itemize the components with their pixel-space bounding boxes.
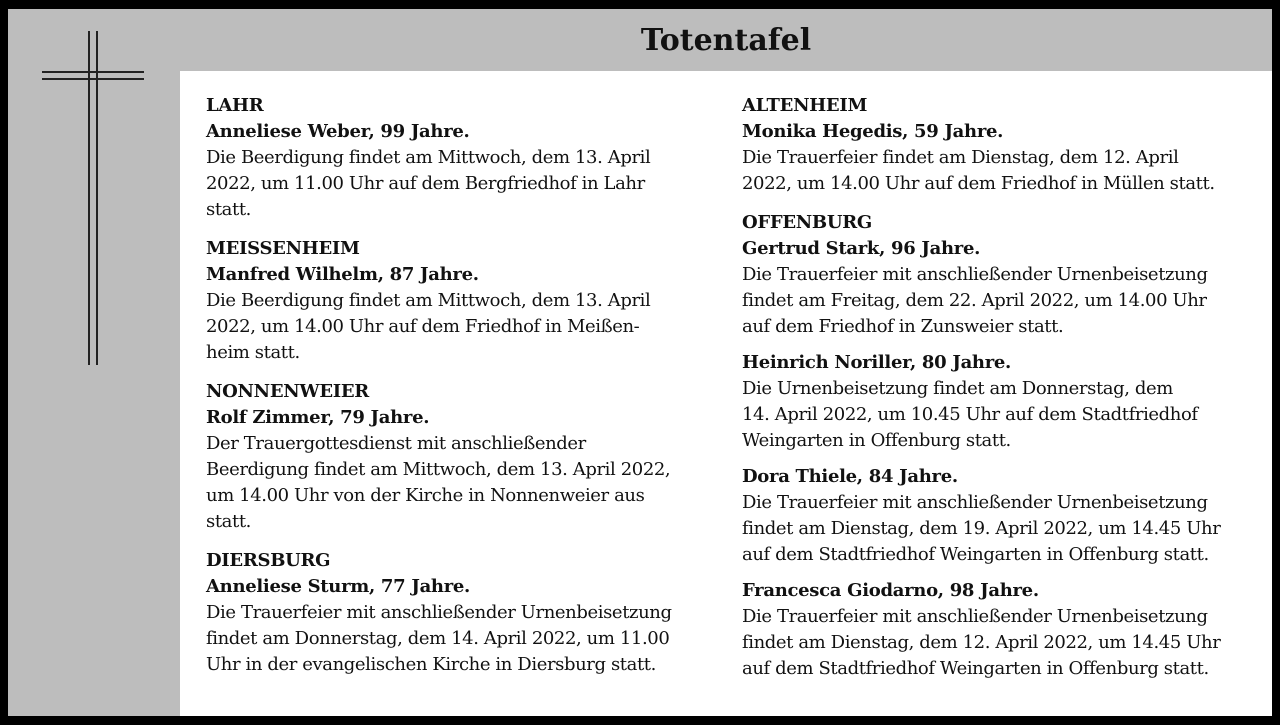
- ceremony-text-line: um 14.00 Uhr von der Kirche in Nonnenweier aus: [206, 485, 645, 506]
- place-section: [742, 93, 1262, 197]
- place-heading: LAHR: [206, 95, 264, 116]
- deceased-name: Monika Hegedis, 59 Jahre.: [742, 121, 1004, 142]
- place-section: [742, 210, 1262, 682]
- ceremony-text-line: heim statt.: [206, 342, 300, 363]
- ceremony-text-line: 2022, um 14.00 Uhr auf dem Friedhof in Meißen-: [206, 316, 640, 337]
- deceased-name: Heinrich Noriller, 80 Jahre.: [742, 352, 1012, 373]
- obituary-entry: [742, 119, 1262, 197]
- ceremony-text-line: 2022, um 11.00 Uhr auf dem Bergfriedhof in Lahr: [206, 173, 645, 194]
- ceremony-text-line: Die Trauerfeier findet am Dienstag, dem 12. April: [742, 147, 1179, 168]
- ceremony-text-line: Die Trauerfeier mit anschließender Urnenbeisetzung: [742, 606, 1208, 627]
- ceremony-text-line: Der Trauergottesdienst mit anschließender: [206, 433, 586, 454]
- place-heading: OFFENBURG: [742, 212, 872, 233]
- place-section: [206, 93, 720, 223]
- deceased-name: Dora Thiele, 84 Jahre.: [742, 466, 958, 487]
- obituary-entry: [206, 405, 720, 535]
- place-heading: NONNENWEIER: [206, 381, 369, 402]
- ceremony-text-line: findet am Dienstag, dem 19. April 2022, um 14.45 Uhr: [742, 518, 1221, 539]
- place-section: [206, 236, 720, 366]
- ceremony-text-line: Weingarten in Offenburg statt.: [742, 430, 1011, 451]
- place-heading: ALTENHEIM: [742, 95, 868, 116]
- ceremony-text-line: 2022, um 14.00 Uhr auf dem Friedhof in Müllen statt.: [742, 173, 1215, 194]
- obituary-entry: [206, 119, 720, 223]
- ceremony-text-line: auf dem Stadtfriedhof Weingarten in Offenburg statt.: [742, 544, 1209, 565]
- deceased-name: Gertrud Stark, 96 Jahre.: [742, 238, 981, 259]
- deceased-name: Anneliese Sturm, 77 Jahre.: [206, 576, 471, 597]
- cross-icon: [42, 31, 144, 365]
- obituary-entry: [206, 262, 720, 366]
- page-title: Totentafel: [640, 23, 812, 58]
- obituary-entry: [742, 236, 1262, 340]
- ceremony-text-line: auf dem Friedhof in Zunsweier statt.: [742, 316, 1064, 337]
- deceased-name: Manfred Wilhelm, 87 Jahre.: [206, 264, 479, 285]
- ceremony-text-line: findet am Dienstag, dem 12. April 2022, um 14.45 Uhr: [742, 632, 1221, 653]
- right-column: [742, 93, 1262, 695]
- deceased-name: Francesca Giodarno, 98 Jahre.: [742, 580, 1039, 601]
- place-section: [206, 548, 720, 678]
- ceremony-text-line: 14. April 2022, um 10.45 Uhr auf dem Stadtfriedhof: [742, 404, 1198, 425]
- ceremony-text-line: Uhr in der evangelischen Kirche in Diersburg statt.: [206, 654, 656, 675]
- obituary-board: [8, 9, 1272, 716]
- ceremony-text-line: Die Beerdigung findet am Mittwoch, dem 13. April: [206, 147, 651, 168]
- content-panel: [180, 71, 1272, 716]
- ceremony-text-line: Die Beerdigung findet am Mittwoch, dem 13. April: [206, 290, 651, 311]
- obituary-entry: [742, 464, 1262, 568]
- ceremony-text-line: Die Trauerfeier mit anschließender Urnenbeisetzung: [742, 264, 1208, 285]
- place-section: [206, 379, 720, 535]
- ceremony-text-line: statt.: [206, 199, 251, 220]
- ceremony-text-line: findet am Donnerstag, dem 14. April 2022, um 11.00: [206, 628, 670, 649]
- place-heading: MEISSENHEIM: [206, 238, 360, 259]
- ceremony-text-line: statt.: [206, 511, 251, 532]
- ceremony-text-line: Beerdigung findet am Mittwoch, dem 13. April 2022,: [206, 459, 671, 480]
- place-heading: DIERSBURG: [206, 550, 331, 571]
- obituary-entry: [206, 574, 720, 678]
- left-column: [206, 93, 720, 691]
- deceased-name: Anneliese Weber, 99 Jahre.: [206, 121, 470, 142]
- obituary-entry: [742, 350, 1262, 454]
- deceased-name: Rolf Zimmer, 79 Jahre.: [206, 407, 430, 428]
- ceremony-text-line: Die Trauerfeier mit anschließender Urnenbeisetzung: [742, 492, 1208, 513]
- ceremony-text-line: findet am Freitag, dem 22. April 2022, um 14.00 Uhr: [742, 290, 1207, 311]
- ceremony-text-line: auf dem Stadtfriedhof Weingarten in Offenburg statt.: [742, 658, 1209, 679]
- ceremony-text-line: Die Urnenbeisetzung findet am Donnerstag, dem: [742, 378, 1173, 399]
- ceremony-text-line: Die Trauerfeier mit anschließender Urnenbeisetzung: [206, 602, 672, 623]
- obituary-entry: [742, 578, 1262, 682]
